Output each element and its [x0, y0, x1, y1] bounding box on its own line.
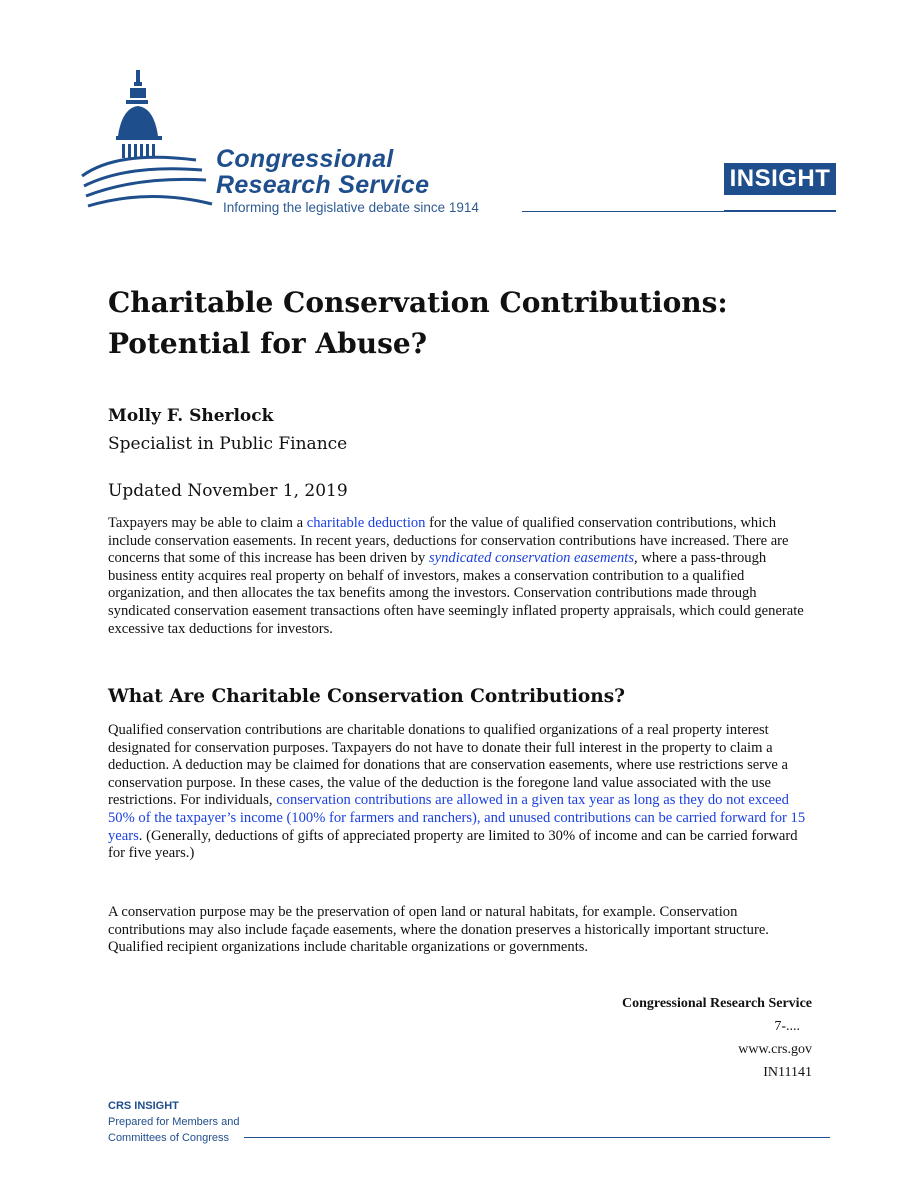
syndicated-easements-link[interactable]: syndicated conservation easements: [428, 550, 635, 567]
org-tagline: Informing the legislative debate since 1914: [223, 200, 479, 215]
section-text-2: . (Generally, deductions of gifts of appreciated property are limited to 30% of income and can be carried forward for five years.): [108, 827, 798, 862]
bottom-label-line1: Prepared for Members and: [108, 1116, 240, 1128]
author-role: Specialist in Public Finance: [108, 434, 348, 454]
org-name-line2: Research Service: [216, 171, 430, 199]
intro-text-3: , where a pass-through business entity acquires real property on behalf of investors, makes a conservation contribution to a qualified organization, and then allocates the tax benefits among the investors. Conservation contributions made through syndicated conservation easement transactions often have seemingly inflated property appraisals, which could generate excessive tax deductions for investors.: [108, 550, 804, 637]
crs-logo: [78, 64, 838, 224]
bottom-rule: [244, 1137, 830, 1138]
insight-badge: INSIGHT: [724, 163, 836, 195]
section-text-1: Qualified conservation contributions are charitable donations to qualified organizations of a real property interest designated for conservation purposes. Taxpayers do not have to donate their full interest in the property to claim a deduction. A deduction may be claimed for donations that are conservation easements, where use restrictions serve a conservation purpose. In these cases, the value of the deduction is the foregone land value associated with the use restrictions. For individuals,: [108, 722, 789, 809]
footer-url[interactable]: www.crs.gov: [738, 1042, 812, 1057]
org-name: [216, 146, 429, 198]
intro-text-1: Taxpayers may be able to claim a: [108, 515, 307, 531]
footer-doc-id: IN11141: [763, 1065, 812, 1080]
section-paragraph-2: A conservation purpose may be the preservation of open land or natural habitats, for example. Conservation contributions may also include façade easements, where the donation preserves a historically important structure. Qualified recipient organizations include charitable organizations or governments.: [108, 904, 769, 956]
document-title: [108, 282, 828, 364]
contribution-limits-link[interactable]: conservation contributions are allowed in a given tax year as long as they do not exceed 50% of the taxpayer’s income (100% for farmers and ranchers), and unused contributions can be carried forward for 15 years: [108, 792, 806, 844]
intro-paragraph: [108, 515, 814, 638]
footer-org: Congressional Research Service: [621, 996, 812, 1011]
section-heading: What Are Charitable Conservation Contributions?: [108, 686, 625, 707]
page-footer: [622, 992, 812, 1084]
org-name-line1: Congressional: [216, 145, 394, 173]
title-line1: Charitable Conservation Contributions:: [108, 286, 728, 319]
insight-bar: [724, 210, 836, 212]
bottom-label-line2: Committees of Congress: [108, 1132, 230, 1144]
bottom-label-title: CRS INSIGHT: [108, 1100, 179, 1112]
crs-insight-label: [108, 1098, 239, 1146]
updated-date: Updated November 1, 2019: [108, 481, 348, 501]
intro-text-2: for the value of qualified conservation contributions, which include conservation easements. In recent years, deductions for conservation contributions have increased. There are concerns that some of this increase has been driven by: [108, 515, 789, 567]
section-paragraph-1: [108, 722, 814, 863]
charitable-deduction-link[interactable]: charitable deduction: [306, 515, 426, 531]
author-name: Molly F. Sherlock: [108, 406, 274, 426]
capitol-dome-icon: [78, 64, 218, 214]
title-line2: Potential for Abuse?: [108, 327, 428, 360]
footer-page: 7-....: [774, 1019, 800, 1034]
